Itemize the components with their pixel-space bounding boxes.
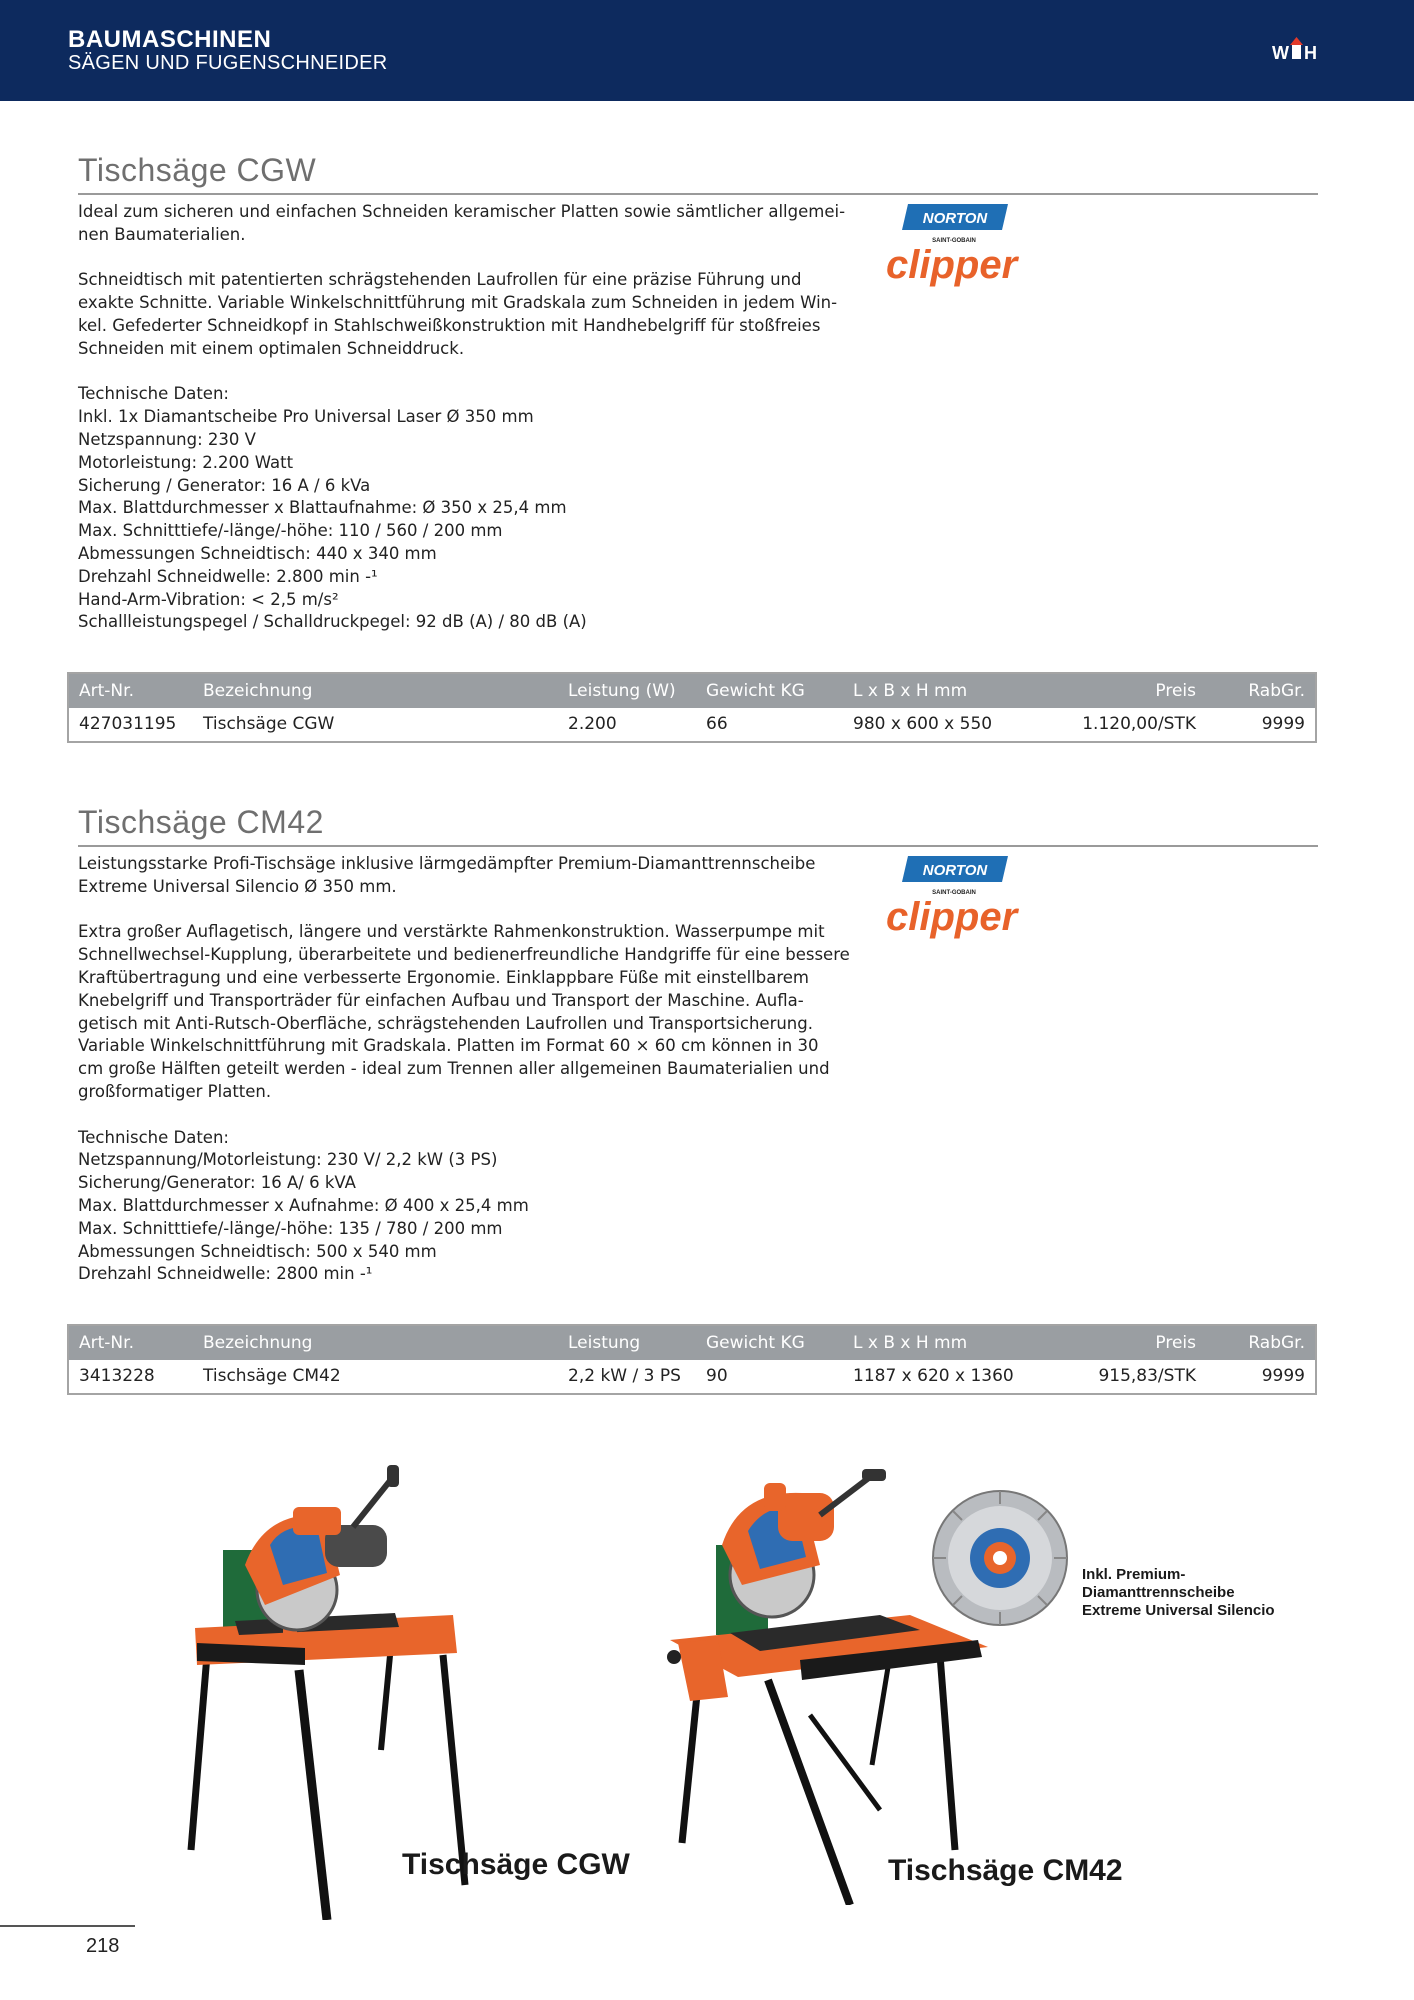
col-masse: L x B x H mm <box>853 1333 968 1353</box>
cell-rabgr: 9999 <box>1261 1366 1305 1386</box>
product-table-cm42 <box>67 1324 1317 1395</box>
clipper-logo-text: clipper <box>886 895 1018 939</box>
cell-preis: 915,83/STK <box>1098 1366 1196 1386</box>
text-line: getisch mit Anti-Rutsch-Oberfläche, schrägstehenden Laufrollen und Transportsicherung. <box>78 1013 813 1033</box>
cell-masse: 1187 x 620 x 1360 <box>853 1366 1014 1386</box>
tech-line: Max. Schnitttiefe/-länge/-höhe: 135 / 780 / 200 mm <box>78 1218 503 1238</box>
cell-gewicht: 90 <box>706 1366 728 1386</box>
header-title: BAUMASCHINEN <box>68 26 272 53</box>
disc-caption-line: Extreme Universal Silencio <box>1082 1602 1275 1619</box>
tech-line: Motorleistung: 2.200 Watt <box>78 452 294 472</box>
tech-line: Max. Blattdurchmesser x Blattaufnahme: Ø 350 x 25,4 mm <box>78 498 567 518</box>
tech-heading: Technische Daten: <box>78 384 229 404</box>
table-header-row <box>69 1326 1315 1360</box>
norton-logo-text: NORTON <box>922 210 988 227</box>
wh-logo-icon <box>1270 34 1322 64</box>
tech-line: Sicherung/Generator: 16 A/ 6 kVA <box>78 1173 356 1193</box>
text-line: Schneidtisch mit patentierten schrägstehenden Laufrollen für eine präzise Führung und <box>78 270 802 290</box>
tech-line: Netzspannung: 230 V <box>78 429 256 449</box>
caption-cm42: Tischsäge CM42 <box>888 1854 1123 1887</box>
norton-logo-text: NORTON <box>922 862 988 879</box>
section-divider <box>78 193 1318 195</box>
cell-leistung: 2.200 <box>568 714 617 734</box>
cell-leistung: 2,2 kW / 3 PS <box>568 1366 681 1386</box>
col-bezeichnung: Bezeichnung <box>203 1333 313 1353</box>
col-gewicht: Gewicht KG <box>706 1333 805 1353</box>
tech-line: Drehzahl Schneidwelle: 2.800 min -¹ <box>78 566 378 586</box>
text-line: Schnellwechsel-Kupplung, überarbeitete und bedienerfreundliche Handgriffe für eine bessere <box>78 945 850 965</box>
col-bezeichnung: Bezeichnung <box>203 681 313 701</box>
cell-bezeichnung: Tischsäge CM42 <box>203 1366 341 1386</box>
tech-line: Drehzahl Schneidwelle: 2800 min -¹ <box>78 1264 373 1284</box>
text-line: Variable Winkelschnittführung mit Gradskala. Platten im Format 60 × 60 cm können in 30 <box>78 1036 819 1056</box>
col-rabgr: RabGr. <box>1248 681 1305 701</box>
text-line: cm große Hälften geteilt werden - ideal zum Trennen aller allgemeinen Baumaterialien und <box>78 1059 830 1079</box>
caption-cgw: Tischsäge CGW <box>402 1848 630 1881</box>
disc-caption <box>1082 1566 1275 1620</box>
page-header <box>0 0 1414 101</box>
text-line: Extra großer Auflagetisch, längere und verstärkte Rahmenkonstruktion. Wasserpumpe mit <box>78 922 825 942</box>
col-art-nr: Art-Nr. <box>79 681 134 701</box>
cell-bezeichnung: Tischsäge CGW <box>203 714 335 734</box>
text-line: exakte Schnitte. Variable Winkelschnittführung mit Gradskala zum Schneiden in jedem Win- <box>78 293 838 313</box>
tech-line: Inkl. 1x Diamantscheibe Pro Universal Laser Ø 350 mm <box>78 407 534 427</box>
tech-line: Hand-Arm-Vibration: < 2,5 m/s² <box>78 589 339 609</box>
tech-line: Sicherung / Generator: 16 A / 6 kVa <box>78 475 371 495</box>
header-subtitle: SÄGEN UND FUGENSCHNEIDER <box>68 52 388 74</box>
col-gewicht: Gewicht KG <box>706 681 805 701</box>
saint-gobain-text: SAINT-GOBAIN <box>932 890 976 896</box>
cell-gewicht: 66 <box>706 714 728 734</box>
section-divider <box>78 845 1318 847</box>
product-description-cm42 <box>78 853 908 1286</box>
text-line: Kraftübertragung und eine verbesserte Ergonomie. Einklappbare Füße mit einstellbarem <box>78 967 810 987</box>
col-leistung: Leistung (W) <box>568 681 676 701</box>
text-line: Leistungsstarke Profi-Tischsäge inklusive lärmgedämpfter Premium-Diamanttrennscheibe <box>78 854 816 873</box>
saint-gobain-text: SAINT-GOBAIN <box>932 238 976 244</box>
tech-line: Abmessungen Schneidtisch: 500 x 540 mm <box>78 1241 437 1261</box>
cell-art-nr: 3413228 <box>79 1366 155 1386</box>
disc-caption-line: Diamanttrennscheibe <box>1082 1584 1235 1601</box>
clipper-logo-text: clipper <box>886 243 1018 287</box>
product-description-cgw <box>78 201 878 634</box>
table-row <box>69 708 1315 741</box>
disc-caption-line: Inkl. Premium- <box>1082 1566 1186 1583</box>
product-title-cm42: Tischsäge CM42 <box>78 804 324 840</box>
tech-line: Netzspannung/Motorleistung: 230 V/ 2,2 kW (3 PS) <box>78 1150 498 1170</box>
page-number: 218 <box>86 1935 120 1957</box>
diamond-disc-image <box>930 1488 1070 1628</box>
col-art-nr: Art-Nr. <box>79 1333 134 1353</box>
tech-line: Abmessungen Schneidtisch: 440 x 340 mm <box>78 543 437 563</box>
product-title-cgw: Tischsäge CGW <box>78 152 317 188</box>
norton-clipper-logo <box>884 850 1048 946</box>
cell-art-nr: 427031195 <box>79 714 177 734</box>
table-header-row <box>69 674 1315 708</box>
text-line: nen Baumaterialien. <box>78 224 246 244</box>
col-preis: Preis <box>1155 681 1196 701</box>
cell-masse: 980 x 600 x 550 <box>853 714 993 734</box>
table-row <box>69 1360 1315 1393</box>
tech-line: Schallleistungspegel / Schalldruckpegel: 92 dB (A) / 80 dB (A) <box>78 612 587 632</box>
footer-rule <box>0 1925 135 1927</box>
text-line: Knebelgriff und Transporträder für einfachen Aufbau und Transport der Maschine. Aufla- <box>78 990 804 1010</box>
text-line: Schneiden mit einem optimalen Schneiddruck. <box>78 338 465 358</box>
tech-heading: Technische Daten: <box>78 1127 229 1147</box>
col-rabgr: RabGr. <box>1248 1333 1305 1353</box>
product-table-cgw <box>67 672 1317 743</box>
cell-rabgr: 9999 <box>1261 714 1305 734</box>
col-leistung: Leistung <box>568 1333 641 1353</box>
text-line: Extreme Universal Silencio Ø 350 mm. <box>78 876 397 896</box>
svg-text:H: H <box>1304 43 1317 63</box>
tech-line: Max. Blattdurchmesser x Aufnahme: Ø 400 x 25,4 mm <box>78 1195 529 1215</box>
col-preis: Preis <box>1155 1333 1196 1353</box>
svg-text:W: W <box>1272 43 1289 63</box>
text-line: Ideal zum sicheren und einfachen Schneiden keramischer Platten sowie sämtlicher allgemei- <box>78 202 846 221</box>
tech-line: Max. Schnitttiefe/-länge/-höhe: 110 / 560 / 200 mm <box>78 521 503 541</box>
norton-clipper-logo <box>884 198 1048 294</box>
col-masse: L x B x H mm <box>853 681 968 701</box>
cell-preis: 1.120,00/STK <box>1082 714 1196 734</box>
text-line: großformatiger Platten. <box>78 1081 272 1101</box>
text-line: kel. Gefederter Schneidkopf in Stahlschweißkonstruktion mit Handhebelgriff für stoßfreies <box>78 315 821 335</box>
